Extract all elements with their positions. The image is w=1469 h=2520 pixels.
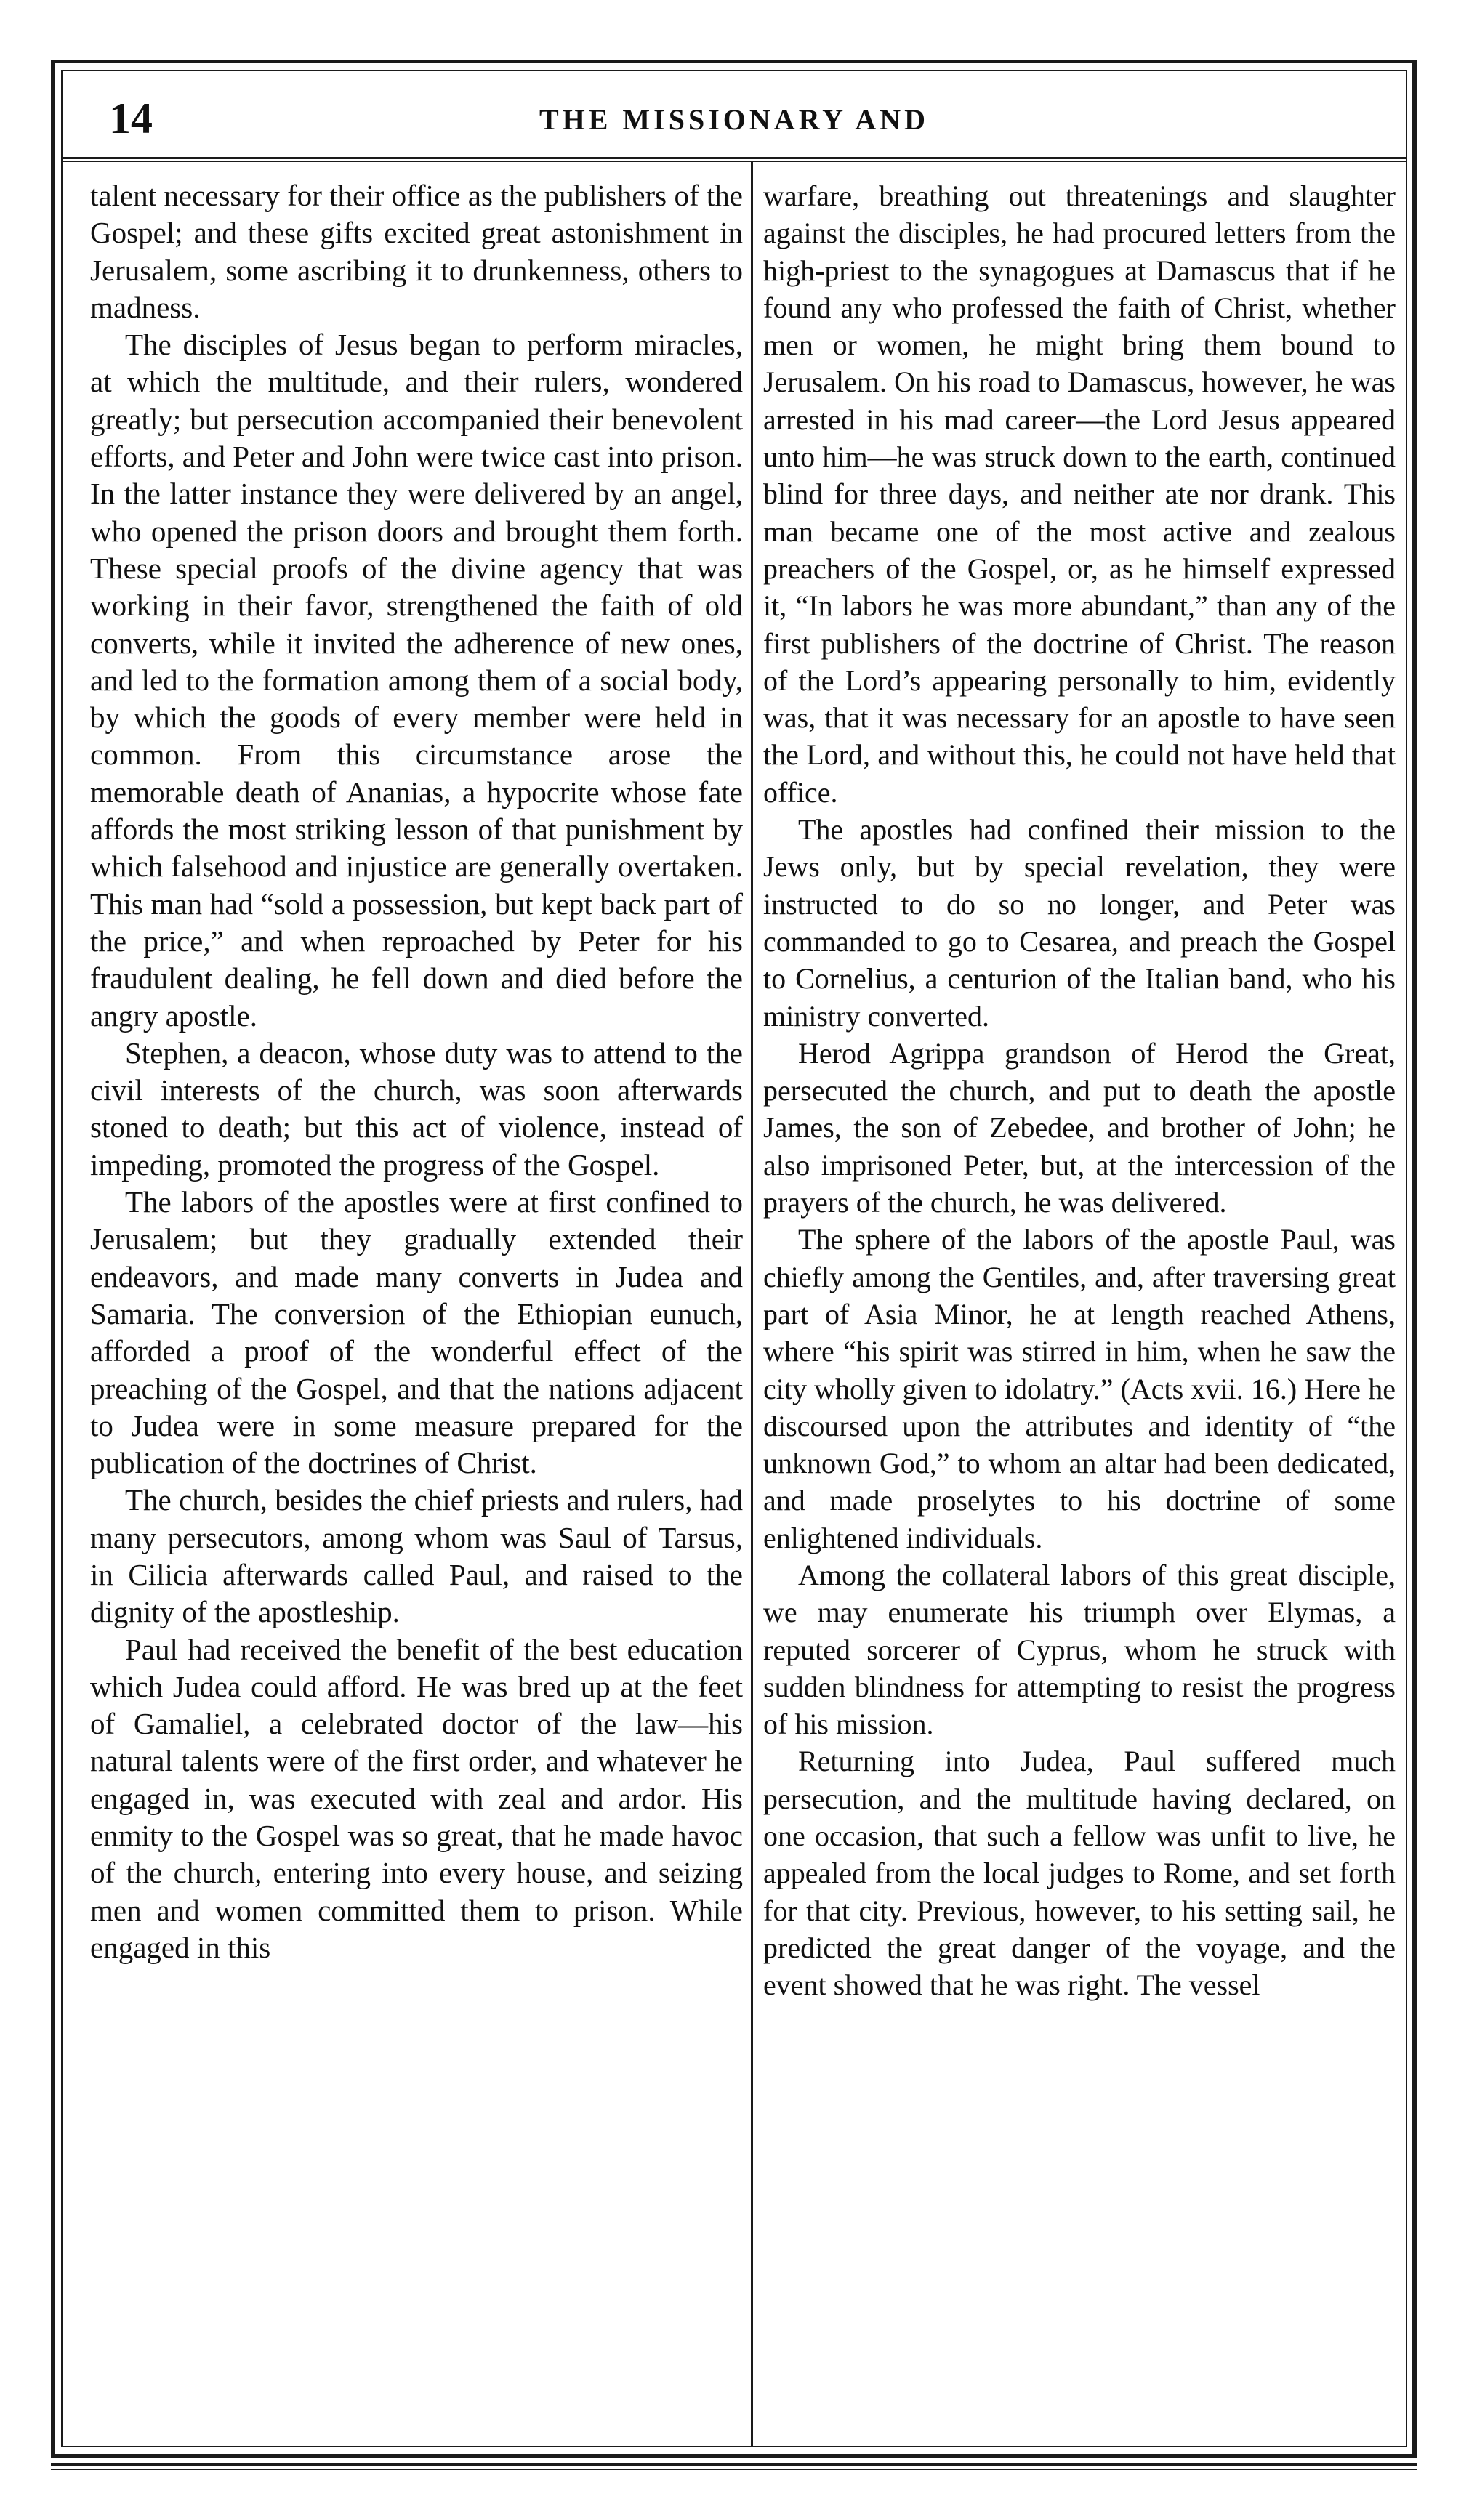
paragraph: Paul had received the benefit of the best education which Judea could afford. He was bred up at the feet of Gamaliel, a celebrated doctor of the law—his natural talents were of the first order, and whatever he engaged in, was executed with zeal and ardor. His enmity to the Gospel was so great, that he made havoc of the church, entering into every house, and seizing men and women committed them to prison. While engaged in this [90, 1632, 743, 1964]
paragraph: Returning into Judea, Paul suffered much persecution, and the multitude having declared, on one occasion, that such a fellow was unfit to live, he appealed from the local judges to Rome, and set forth for that city. Previous, however, to his setting sail, he predicted the great danger of the voyage, and the event showed that he was right. The vessel [763, 1745, 1396, 2002]
paragraph: Herod Agrippa grandson of Herod the Great, persecuted the church, and put to death the apostle James, the son of Zebedee, and brother of John; he also imprisoned Peter, but, at the intercession of the prayers of the church, he was delivered. [763, 1036, 1396, 1219]
page-number: 14 [109, 94, 153, 142]
paragraph: warfare, breathing out threatenings and slaughter against the disciples, he had procured letters from the high-priest to the synagogues at Damascus that if he found any who professed the faith of Christ, whether men or women, he might bring them bound to Jerusalem. On his road to Damascus, however, he was arrested in his mad career—the Lord Jesus appeared unto him—he was struck down to the earth, continued blind for three days, and neither ate nor drank. This man became one of the most active and zealous preachers of the Gospel, or, as he himself expressed it, “In labors he was more abundant,” than any of the first publishers of the doctrine of Christ. The reason of the Lord’s appearing personally to him, evidently was, that it was necessary for an apostle to have seen the Lord, and without this, he could not have held that office. [763, 179, 1396, 809]
paragraph: talent necessary for their office as the publishers of the Gospel; and these gifts excited great astonishment in Jerusalem, some ascribing it to drunkenness, others to madness. [90, 179, 743, 324]
paragraph: The labors of the apostles were at first confined to Jerusalem; but they gradually extended their endeavors, and made many converts in Judea and Samaria. The conversion of the Ethiopian eunuch, afforded a proof of the wonderful effect of the preaching of the Gospel, and that the nations adjacent to Judea were in some measure prepared for the publication of the doctrines of Christ. [90, 1185, 743, 1480]
paragraph: The church, besides the chief priests and rulers, had many persecutors, among whom was Saul of Tarsus, in Cilicia afterwards called Paul, and raised to the dignity of the apostleship. [90, 1483, 743, 1629]
paragraph: The sphere of the labors of the apostle Paul, was chiefly among the Gentiles, and, after traversing great part of Asia Minor, he at length reached Athens, where “his spirit was stirred in him, when he saw the city wholly given to idolatry.” (Acts xvii. 16.) Here he discoursed upon the attributes and identity of “the unknown God,” to whom an altar had been dedicated, and made proselytes to his doctrine of some enlightened individuals. [763, 1223, 1396, 1554]
header-rule [61, 157, 1407, 159]
running-head: THE MISSIONARY AND [539, 103, 930, 136]
header-rule-thin [61, 161, 1407, 162]
left-column [90, 177, 743, 1966]
right-column [763, 177, 1396, 2004]
bottom-rule-thin [51, 2469, 1417, 2470]
paragraph: Stephen, a deacon, whose duty was to attend to the civil interests of the church, was soon afterwards stoned to death; but this act of violence, instead of impeding, promoted the progress of the Gospel. [90, 1035, 743, 1182]
paragraph: The disciples of Jesus began to perform miracles, at which the multitude, and their rulers, wondered greatly; but persecution accompanied their benevolent efforts, and Peter and John were twice cast into prison. In the latter instance they were delivered by an angel, who opened the prison doors and brought them forth. These special proofs of the divine agency that was working in their favor, strengthened the faith of old converts, while it invited the adherence of new ones, and led to the formation among them of a social body, by which the goods of every member were held in common. From this circumstance arose the memorable death of Ananias, a hypocrite whose fate affords the most striking lesson of that punishment by which falsehood and injustice are generally overtaken. This man had “sold a possession, but kept back part of the price,” and when reproached by Peter for his fraudulent dealing, he fell down and died before the angry apostle. [90, 328, 743, 1033]
bottom-rule [51, 2463, 1417, 2466]
paragraph: The apostles had confined their mission to the Jews only, but by special revelation, they were instructed to do so no longer, and Peter was commanded to go to Cesarea, and preach the Gospel to Cornelius, a centurion of the Italian band, who his ministry converted. [763, 813, 1396, 1033]
paragraph: Among the collateral labors of this great disciple, we may enumerate his triumph over Elymas, a reputed sorcerer of Cyprus, whom he struck with sudden blindness for attempting to resist the progress of his mission. [763, 1558, 1396, 1741]
column-divider [751, 161, 753, 2447]
